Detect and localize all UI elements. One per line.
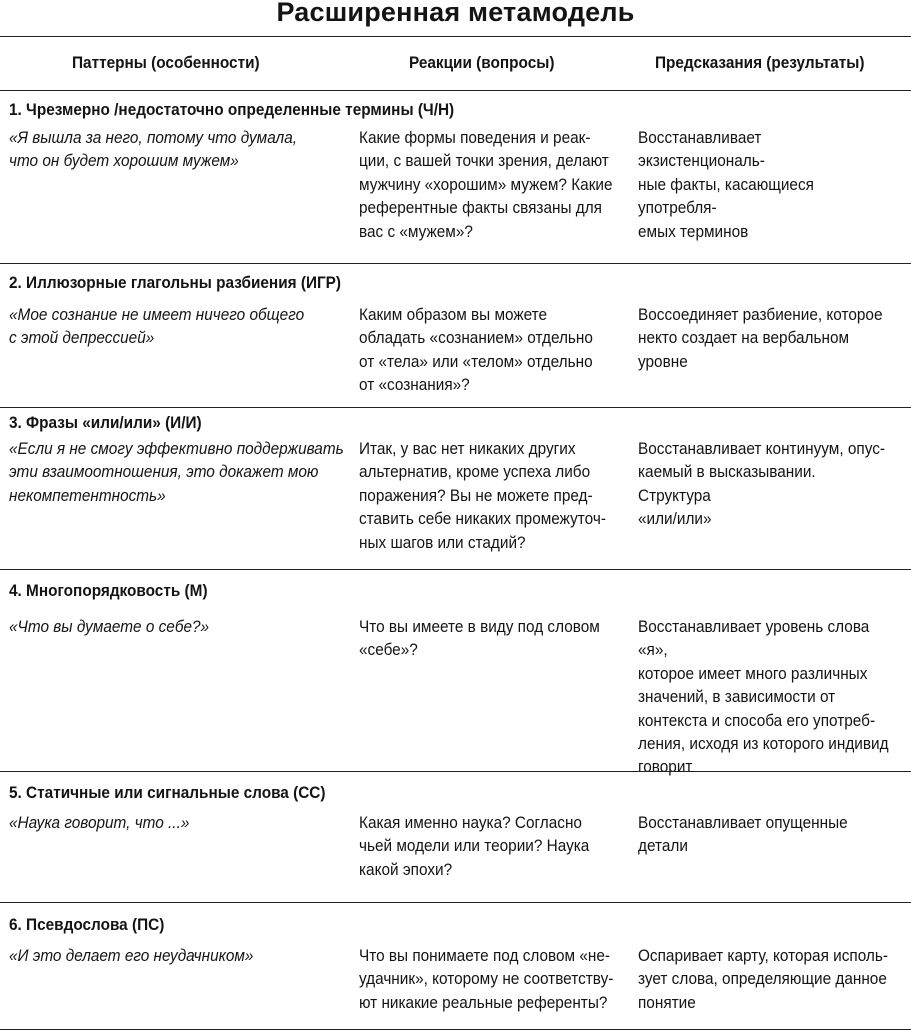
reaction-question: Какая именно наука? Согласно чьей модели или теории? Наука какой эпохи? xyxy=(359,814,590,879)
section-title: 1. Чрезмерно /недостаточно определенные термины (Ч/Н) xyxy=(9,101,455,119)
section-title: 6. Псевдослова (ПС) xyxy=(9,916,165,934)
pattern-example: «Я вышла за него, потому что думала, что он будет хорошим мужем» xyxy=(9,129,298,171)
section-title: 2. Иллюзорные глагольны разбиения (ИГР) xyxy=(9,274,342,292)
header-reactions: Реакции (вопросы) xyxy=(409,54,555,72)
prediction-result: Восстанавливает континуум, опус- каемый в высказывании. Структура «или/или» xyxy=(638,440,886,529)
divider xyxy=(0,36,911,37)
divider xyxy=(0,771,911,772)
pattern-example: «Что вы думаете о себе?» xyxy=(9,618,210,636)
reaction-question: Каким образом вы можете обладать «сознанием» отдельно от «тела» или «телом» отдельно от «сознания»? xyxy=(359,306,593,395)
divider xyxy=(0,902,911,903)
section-title: 5. Статичные или сигнальные слова (СС) xyxy=(9,784,326,802)
header-patterns: Паттерны (особенности) xyxy=(72,54,260,72)
header-predictions: Предсказания (результаты) xyxy=(655,54,865,72)
divider xyxy=(0,569,911,570)
divider xyxy=(0,263,911,264)
section-title: 3. Фразы «или/или» (И/И) xyxy=(9,414,202,432)
prediction-result: Восстанавливает уровень слова «я», которое имеет много различных значений, в зависимости от контекста и способа его употреб- ления, исходя из которого индивид говорит xyxy=(638,618,889,777)
divider xyxy=(0,1029,911,1030)
reaction-question: Что вы понимаете под словом «не- удачник», которому не соответству- ют никакие реальные референты? xyxy=(359,947,614,1012)
reaction-question: Какие формы поведения и реак- ции, с вашей точки зрения, делают мужчину «хорошим» мужем? Какие референтные факты связаны для вас с «мужем»? xyxy=(359,129,613,241)
section-title: 4. Многопорядковость (М) xyxy=(9,582,208,600)
reaction-question: Итак, у вас нет никаких других альтернатив, кроме успеха либо поражения? Вы не можете пред- ставить себе никаких промежуточ- ных шагов или стадий? xyxy=(359,440,606,552)
page-title: Расширенная метамодель xyxy=(276,0,635,27)
reaction-question: Что вы имеете в виду под словом «себе»? xyxy=(359,618,600,660)
prediction-result: Восстанавливает экзистенциональ- ные факты, касающиеся употребля- емых терминов xyxy=(638,129,814,241)
pattern-example: «И это делает его неудачником» xyxy=(9,947,254,965)
prediction-result: Восстанавливает опущенные детали xyxy=(638,814,848,856)
divider xyxy=(0,407,911,408)
pattern-example: «Наука говорит, что ...» xyxy=(9,814,190,832)
prediction-result: Воссоединяет разбиение, которое некто создает на вербальном уровне xyxy=(638,306,883,371)
divider xyxy=(0,90,911,91)
pattern-example: «Если я не смогу эффективно поддерживать эти взаимоотношения, это докажет мою некомпетентность» xyxy=(9,440,344,505)
pattern-example: «Мое сознание не имеет ничего общего с этой депрессией» xyxy=(9,306,305,348)
prediction-result: Оспаривает карту, которая исполь- зует слова, определяющие данное понятие xyxy=(638,947,888,1012)
